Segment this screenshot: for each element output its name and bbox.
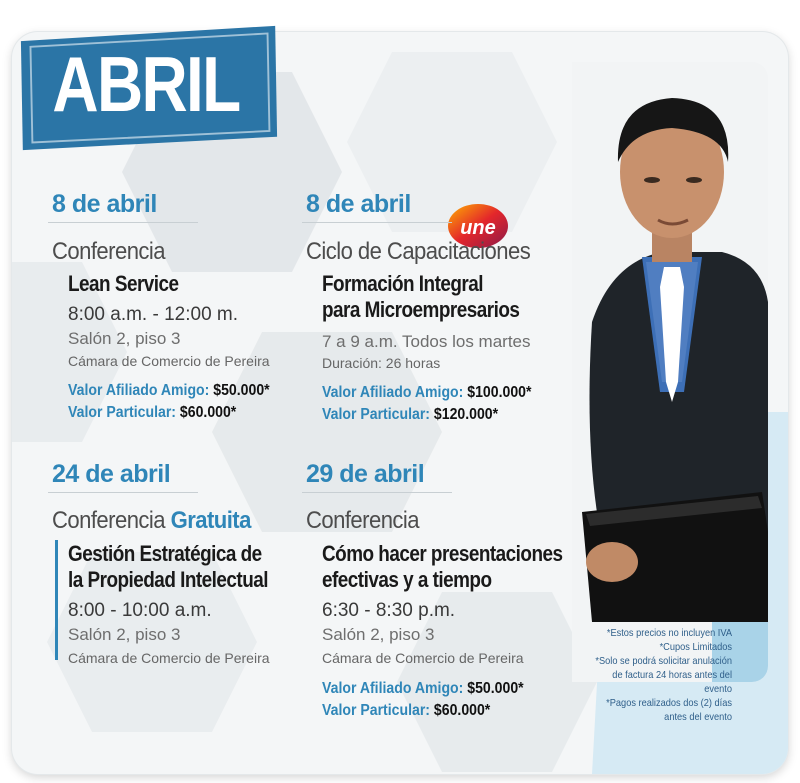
event-3-date: 24 de abril <box>52 460 171 488</box>
event-2-type: Ciclo de Capacitaciones <box>306 238 531 265</box>
event-3-time: 8:00 - 10:00 a.m. <box>68 600 212 621</box>
event-1-type: Conferencia <box>52 238 165 265</box>
price-regular-value: $60.000* <box>179 404 237 421</box>
event-2-price-regular <box>322 406 498 424</box>
event-2-title-line-2: para Microempresarios <box>322 297 520 322</box>
month-title: ABRIL <box>52 40 240 128</box>
footnote: *Solo se podrá solicitar anulación <box>595 655 732 667</box>
footnote: de factura 24 horas antes del <box>612 669 732 681</box>
event-4-title-line-1: Cómo hacer presentaciones <box>322 541 563 566</box>
footnote: *Estos precios no incluyen IVA <box>606 627 732 639</box>
event-3-accent-bar <box>55 540 58 660</box>
event-1-room: Salón 2, piso 3 <box>68 329 181 348</box>
price-regular-label: Valor Particular: <box>68 404 176 421</box>
price-member-value: $100.000* <box>467 384 532 401</box>
event-3-type <box>52 507 251 535</box>
footnotes <box>591 626 732 724</box>
event-3-room: Salón 2, piso 3 <box>68 625 181 644</box>
event-2-date: 8 de abril <box>306 190 411 218</box>
price-member-label: Valor Afiliado Amigo: <box>322 384 464 401</box>
event-3-type-label: Conferencia <box>52 507 165 534</box>
event-1-price-regular <box>68 404 236 422</box>
free-badge: Gratuita <box>170 507 251 534</box>
event-1-title: Lean Service <box>68 271 179 296</box>
footnote: *Cupos Limitados <box>659 641 732 653</box>
price-regular-value: $120.000* <box>433 406 499 423</box>
event-2-price-member <box>322 384 531 402</box>
event-4-price-member <box>322 680 524 698</box>
event-1-date: 8 de abril <box>52 190 157 218</box>
footnote: evento <box>704 683 732 695</box>
price-member-label: Valor Afiliado Amigo: <box>322 680 464 697</box>
footnote: *Pagos realizados dos (2) días <box>606 697 732 709</box>
event-4-room: Salón 2, piso 3 <box>322 625 435 644</box>
event-4-type: Conferencia <box>306 507 419 534</box>
price-regular-label: Valor Particular: <box>322 406 430 423</box>
event-2-divider <box>302 222 452 223</box>
price-member-value: $50.000* <box>213 382 270 399</box>
event-3-venue: Cámara de Comercio de Pereira <box>68 650 270 666</box>
event-4-venue: Cámara de Comercio de Pereira <box>322 650 524 666</box>
event-2-time: 7 a 9 a.m. Todos los martes <box>322 332 531 351</box>
price-regular-label: Valor Particular: <box>322 702 430 719</box>
price-regular-value: $60.000* <box>433 702 491 719</box>
event-1-price-member <box>68 382 270 400</box>
event-4-date: 29 de abril <box>306 460 425 488</box>
event-2-title-line-1: Formación Integral <box>322 271 484 296</box>
event-1-venue: Cámara de Comercio de Pereira <box>68 353 270 369</box>
event-4-divider <box>302 492 452 493</box>
event-3-title-line-2: la Propiedad Intelectual <box>68 567 269 592</box>
businessman-photo <box>572 62 768 682</box>
price-member-label: Valor Afiliado Amigo: <box>68 382 210 399</box>
event-1-divider <box>48 222 198 223</box>
event-2-duration: Duración: 26 horas <box>322 355 441 371</box>
event-4-price-regular <box>322 702 490 720</box>
event-4-time: 6:30 - 8:30 p.m. <box>322 600 456 621</box>
event-3-divider <box>48 492 198 493</box>
price-member-value: $50.000* <box>467 680 524 697</box>
event-1-time: 8:00 a.m. - 12:00 m. <box>68 304 239 325</box>
footnote: antes del evento <box>664 711 732 723</box>
event-3-title-line-1: Gestión Estratégica de <box>68 541 262 566</box>
event-4-title-line-2: efectivas y a tiempo <box>322 567 492 592</box>
svg-text:une: une <box>460 217 496 239</box>
